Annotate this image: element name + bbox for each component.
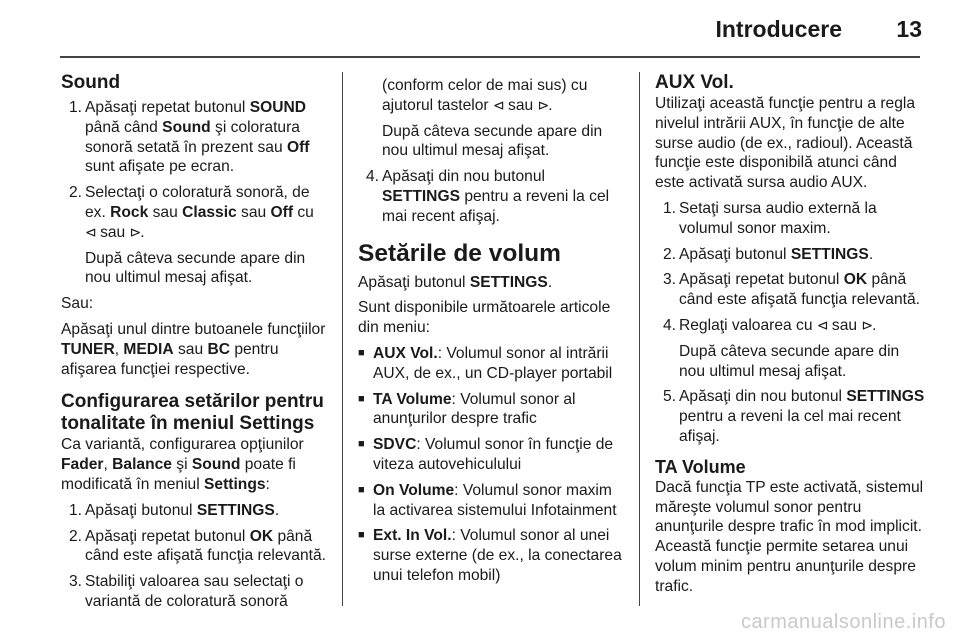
function-buttons-para: Apăsaţi unul dintre butoanele funcţiilor TUNER, MEDIA sau BC pentru afişarea funcţiei respective. — [61, 320, 326, 378]
config-heading: Configurarea setărilor pentru tonalitate în meniul Settings — [61, 391, 324, 435]
aux-heading: AUX Vol. — [655, 72, 734, 93]
section-title: Introducere — [715, 16, 842, 42]
column-divider-1 — [342, 72, 343, 606]
bullet-icon: ■ — [358, 438, 365, 451]
arrow-left-icon: ⊲ — [85, 223, 96, 240]
list-item: ■ Ext. In Vol.: Volumul sonor al unei surse externe (de ex., la conectarea unui telefon mobil) — [358, 527, 622, 584]
continued-note: După câteva secunde apare din nou ultimul mesaj afişat. — [382, 122, 603, 160]
watermark: carmanualsonline.info — [740, 611, 946, 633]
column-divider-2 — [639, 72, 640, 606]
aux-step-1: 1. Setaţi sursa audio externă la volumul sonor maxim. — [663, 199, 877, 237]
config-step-4: 4. Apăsaţi din nou butonul SETTINGS pentru a reveni la cel mai recent afişaj. — [366, 168, 610, 225]
header-rule — [60, 56, 920, 58]
sound-heading: Sound — [61, 72, 121, 93]
arrow-right-icon: ⊳ — [129, 223, 141, 240]
page-number: 13 — [896, 16, 922, 42]
arrow-left-icon: ⊲ — [492, 96, 504, 113]
ta-volume-heading: TA Volume — [655, 456, 746, 477]
aux-step-5: 5. Apăsaţi din nou butonul SETTINGS pentru a reveni la cel mai recent afişaj. — [663, 388, 925, 445]
list-item: ■ AUX Vol.: Volumul sonor al intrării AUX, de ex., un CD-player portabil — [358, 344, 613, 382]
config-step-3: 3. Stabiliţi valoarea sau selectaţi o variantă de coloratură sonoră — [69, 573, 304, 610]
bullet-icon: ■ — [358, 346, 365, 359]
config-step-4-list — [358, 167, 624, 226]
column-1 — [61, 72, 327, 618]
page-header — [0, 0, 960, 58]
column-3 — [655, 72, 927, 603]
ta-volume-para: Dacă funcţia TP este activată, sistemul măreşte volumul sonor pentru anunţurile despre trafic în mod implicit. Această funcţie permite setarea unui volum minim pentru anunţurile despre trafic. — [655, 478, 924, 595]
arrow-right-icon: ⊳ — [861, 316, 873, 333]
list-item: ■ SDVC: Volumul sonor în funcţie de viteza autovehiculului — [358, 436, 614, 473]
sound-step-2: 2. Selectaţi o coloratură sonoră, de ex. Rock sau Classic sau Off cu ⊲ sau ⊳. După câteva secunde apare din nou ultimul mesaj afişat. — [61, 183, 327, 288]
bullet-icon: ■ — [358, 529, 365, 542]
volume-heading: Setările de volum — [358, 239, 561, 267]
aux-step-2: 2. Apăsaţi butonul SETTINGS. — [663, 245, 874, 263]
list-item: ■ On Volume: Volumul sonor maxim la activarea sistemului Infotainment — [358, 481, 617, 519]
volume-menu-items — [358, 344, 624, 586]
aux-steps — [655, 199, 927, 447]
continued-step-3: (conform celor de mai sus) cu ajutorul tastelor ⊲ sau ⊳. După câteva secunde apare din nou ultimul mesaj afişat. — [358, 76, 624, 161]
bullet-icon: ■ — [358, 392, 365, 405]
aux-step-4-note: După câteva secunde apare din nou ultimul mesaj afişat. — [679, 342, 900, 380]
config-step-1: 1. Apăsaţi butonul SETTINGS. — [69, 501, 280, 519]
sound-steps — [61, 98, 327, 288]
sau-text: Sau: — [61, 295, 94, 313]
aux-step-3: 3. Apăsaţi repetat butonul OK până când este afişată funcţia relevantă. — [663, 271, 920, 309]
sound-step-2-note: După câteva secunde apare din nou ultimul mesaj afişat. — [85, 249, 306, 287]
aux-para: Utilizaţi această funcţie pentru a regla nivelul intrării AUX, în funcţie de alte surse audio (de ex., radioul). Această funcţie este disponibilă atunci când este activată sursa audio AUX. — [655, 95, 916, 192]
config-para: Ca variantă, configurarea opţiunilor Fader, Balance şi Sound poate fi modificată în meniul Settings: — [61, 436, 304, 493]
column-2 — [358, 76, 624, 592]
arrow-right-icon: ⊳ — [537, 96, 549, 113]
sound-step-1: 1. Apăsaţi repetat butonul SOUND până când Sound şi coloratura sonoră setată în prezent sau Off sunt afişate pe ecran. — [69, 99, 310, 176]
arrow-left-icon: ⊲ — [816, 316, 828, 333]
available-items-text: Sunt disponibile următoarele articole din meniu: — [358, 299, 611, 337]
config-step-2: 2. Apăsaţi repetat butonul OK până când este afişată funcţia relevantă. — [69, 527, 326, 565]
press-settings: Apăsaţi butonul SETTINGS. — [358, 273, 553, 291]
bullet-icon: ■ — [358, 483, 365, 496]
config-steps — [61, 501, 327, 612]
list-item: ■ TA Volume: Volumul sonor al anunţurilor despre trafic — [358, 390, 576, 428]
aux-step-4: 4. Reglaţi valoarea cu ⊲ sau ⊳. După câteva secunde apare din nou ultimul mesaj afişat. — [655, 316, 927, 381]
